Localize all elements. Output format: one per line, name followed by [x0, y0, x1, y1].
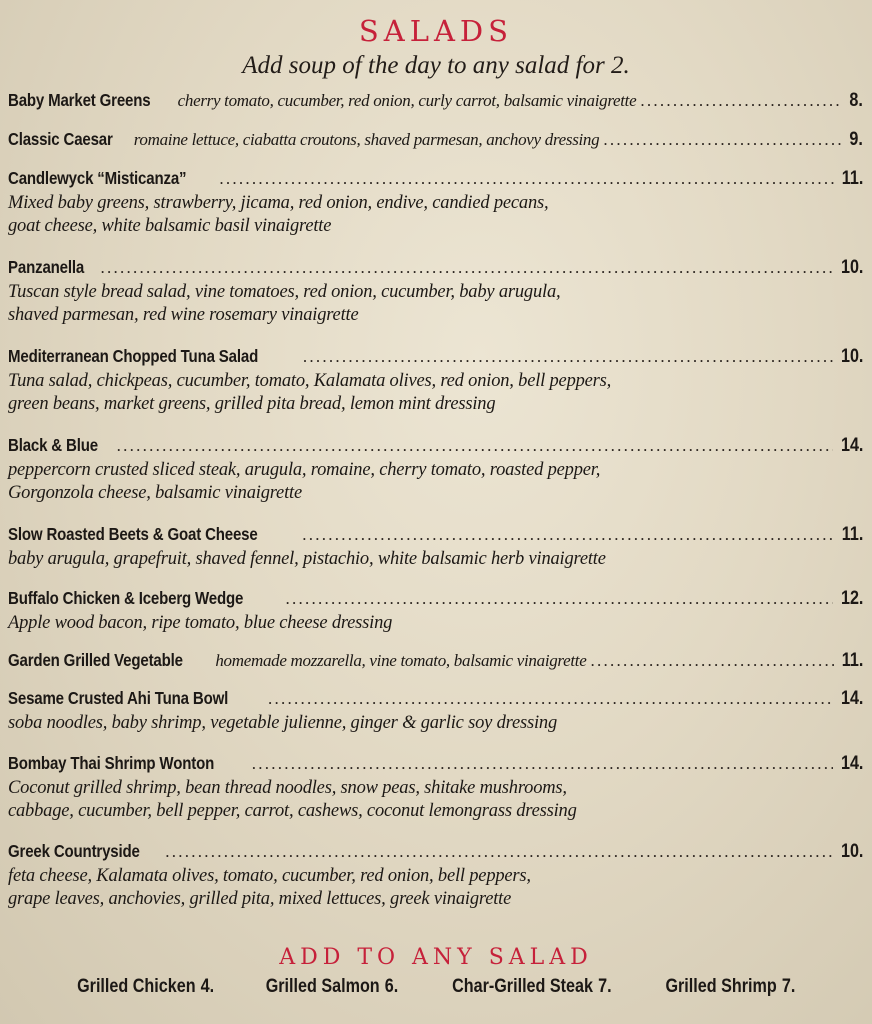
menu-item [8, 168, 863, 238]
item-header-line [8, 753, 863, 775]
item-price: 8. [849, 90, 863, 111]
item-header-line [8, 588, 863, 610]
description-line: feta cheese, Kalamata olives, tomato, cucumber, red onion, bell peppers, [8, 866, 531, 886]
item-name: Greek Countryside [8, 841, 140, 861]
addon-price: 7. [781, 976, 796, 997]
addon-option [452, 976, 611, 998]
item-description [8, 459, 863, 505]
item-description [8, 612, 863, 635]
dot-leader [303, 347, 833, 367]
item-price: 10. [840, 257, 863, 278]
dot-leader [640, 91, 843, 111]
dot-leader [603, 130, 843, 150]
item-price: 14. [840, 753, 863, 774]
item-price: 11. [841, 650, 863, 671]
item-name: Classic Caesar [8, 129, 113, 149]
item-header-line [8, 688, 863, 710]
dot-leader [117, 436, 833, 456]
item-price: 11. [841, 524, 863, 545]
item-header-line [8, 90, 863, 112]
item-name: Bombay Thai Shrimp Wonton [8, 753, 215, 773]
menu-item [8, 346, 863, 416]
item-inline-description: romaine lettuce, ciabatta croutons, shaved parmesan, anchovy dressing [133, 130, 600, 149]
addon-option [77, 976, 214, 998]
addon-name: Char-Grilled Steak [452, 976, 594, 997]
dot-leader [302, 525, 833, 545]
item-description [8, 192, 863, 238]
item-description [8, 548, 863, 571]
item-description [8, 712, 863, 735]
addon-price: 4. [200, 976, 215, 997]
item-name: Garden Grilled Vegetable [8, 650, 183, 670]
menu-item [8, 753, 863, 823]
description-line: Mixed baby greens, strawberry, jicama, red onion, endive, candied pecans, [8, 193, 549, 213]
item-description [8, 370, 863, 416]
description-line: soba noodles, baby shrimp, vegetable julienne, ginger & garlic soy dressing [8, 713, 558, 733]
addons-list [0, 976, 872, 998]
item-description [8, 777, 863, 823]
item-name: Sesame Crusted Ahi Tuna Bowl [8, 688, 229, 708]
item-header-line [8, 168, 863, 190]
description-line: Tuna salad, chickpeas, cucumber, tomato, Kalamata olives, red onion, bell peppers, [8, 371, 612, 391]
dot-leader [268, 689, 833, 709]
description-line: Apple wood bacon, ripe tomato, blue cheese dressing [8, 613, 393, 633]
item-description [8, 281, 863, 327]
menu-item [8, 90, 863, 112]
menu-item [8, 257, 863, 327]
dot-leader [219, 169, 833, 189]
menu-item [8, 524, 863, 571]
item-header-line [8, 129, 863, 151]
description-line: peppercorn crusted sliced steak, arugula, romaine, cherry tomato, roasted pepper, [8, 460, 601, 480]
item-name: Baby Market Greens [8, 90, 151, 110]
addon-price: 6. [385, 976, 399, 997]
menu-item [8, 688, 863, 735]
item-name: Buffalo Chicken & Iceberg Wedge [8, 588, 244, 608]
description-line: cabbage, cucumber, bell pepper, carrot, cashews, coconut lemongrass dressing [8, 801, 577, 821]
item-name: Black & Blue [8, 435, 98, 455]
item-header-line [8, 346, 863, 368]
description-line: Gorgonzola cheese, balsamic vinaigrette [8, 483, 302, 503]
addon-option [266, 976, 399, 998]
item-header-line [8, 435, 863, 457]
addon-option [665, 976, 795, 998]
description-line: goat cheese, white balsamic basil vinaigrette [8, 216, 332, 236]
menu-item [8, 650, 863, 672]
description-line: shaved parmesan, red wine rosemary vinaigrette [8, 305, 359, 325]
item-name: Candlewyck “Misticanza” [8, 168, 187, 188]
description-line: green beans, market greens, grilled pita bread, lemon mint dressing [8, 394, 496, 414]
dot-leader [165, 842, 832, 862]
item-header-line [8, 257, 863, 279]
section-title: SALADS [358, 14, 514, 48]
menu-item [8, 129, 863, 151]
menu-item [8, 841, 863, 911]
item-price: 9. [849, 129, 863, 150]
item-name: Panzanella [8, 257, 85, 277]
addon-name: Grilled Chicken [77, 976, 196, 997]
menu-item [8, 588, 863, 635]
description-line: baby arugula, grapefruit, shaved fennel, pistachio, white balsamic herb vinaigrette [8, 549, 606, 569]
item-price: 14. [840, 435, 863, 456]
item-price: 10. [840, 841, 863, 862]
item-name: Mediterranean Chopped Tuna Salad [8, 346, 259, 366]
dot-leader [100, 258, 832, 278]
item-header-line [8, 524, 863, 546]
addons-title: ADD TO ANY SALAD [279, 945, 593, 970]
addon-name: Grilled Shrimp [665, 976, 777, 997]
item-price: 10. [840, 346, 863, 367]
item-inline-description: homemade mozzarella, vine tomato, balsamic vinaigrette [215, 651, 587, 670]
item-header-line [8, 650, 863, 672]
dot-leader [286, 589, 833, 609]
section-subtitle: Add soup of the day to any salad for 2. [242, 52, 630, 79]
item-price: 12. [840, 588, 863, 609]
menu-item [8, 435, 863, 505]
item-name: Slow Roasted Beets & Goat Cheese [8, 524, 258, 544]
description-line: Coconut grilled shrimp, bean thread noodles, snow peas, shitake mushrooms, [8, 778, 567, 798]
item-header-line [8, 841, 863, 863]
dot-leader [590, 651, 833, 671]
item-price: 14. [840, 688, 863, 709]
item-inline-description: cherry tomato, cucumber, red onion, curly carrot, balsamic vinaigrette [177, 91, 637, 110]
item-description [8, 865, 863, 911]
addon-price: 7. [598, 976, 612, 997]
description-line: Tuscan style bread salad, vine tomatoes, red onion, cucumber, baby arugula, [8, 282, 561, 302]
dot-leader [252, 754, 833, 774]
addon-name: Grilled Salmon [266, 976, 381, 997]
description-line: grape leaves, anchovies, grilled pita, mixed lettuces, greek vinaigrette [8, 889, 512, 909]
item-price: 11. [841, 168, 863, 189]
